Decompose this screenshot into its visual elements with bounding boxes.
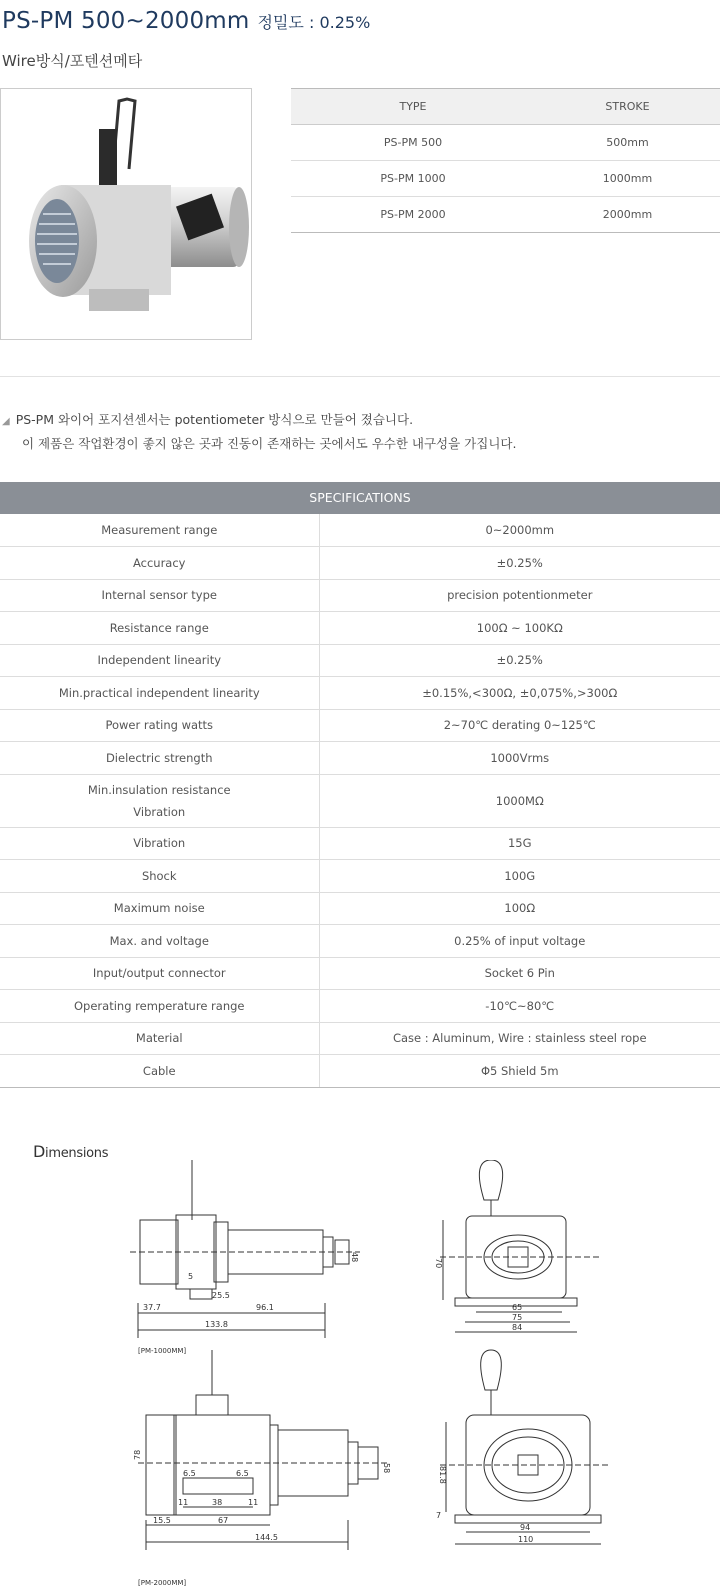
stroke-cell: 2000mm (535, 197, 720, 233)
spec-value: 2~70℃ derating 0~125℃ (319, 709, 720, 742)
spec-label: Cable (0, 1055, 319, 1088)
spec-value: 1000Vrms (319, 742, 720, 775)
spec-label: Accuracy (0, 547, 319, 580)
table-row (0, 709, 720, 742)
type-cell: PS-PM 1000 (291, 161, 535, 197)
spec-label: Max. and voltage (0, 925, 319, 958)
dimensions-heading (33, 1142, 108, 1161)
stroke-cell: 500mm (535, 125, 720, 161)
dim-label: 6.5 (236, 1469, 249, 1478)
table-row (0, 892, 720, 925)
dim-label: 6.5 (183, 1469, 196, 1478)
spec-value: precision potentionmeter (319, 579, 720, 612)
dim-label: 84 (512, 1323, 523, 1332)
dim-label: 78 (133, 1449, 142, 1460)
table-row (291, 125, 720, 161)
spec-label: Dielectric strength (0, 742, 319, 775)
bullet-icon: ◢ (2, 416, 10, 427)
dim-label: 94 (520, 1523, 531, 1532)
table-row (0, 1022, 720, 1055)
intro-text (2, 409, 516, 455)
dim-label: 37.7 (143, 1303, 161, 1312)
spec-label: Measurement range (0, 514, 319, 547)
spec-value: 0.25% of input voltage (319, 925, 720, 958)
spec-value: ±0.25% (319, 547, 720, 580)
spec-value: Φ5 Shield 5m (319, 1055, 720, 1088)
pm2000-caption: [PM-2000MM] (138, 1579, 187, 1587)
dim-label: 75 (512, 1313, 523, 1322)
dim-label: 96.1 (256, 1303, 274, 1312)
stroke-header: STROKE (535, 89, 720, 125)
spec-label: Shock (0, 860, 319, 893)
type-header: TYPE (291, 89, 535, 125)
spec-label: Vibration (0, 827, 319, 860)
table-row (0, 774, 720, 827)
spec-label: Material (0, 1022, 319, 1055)
spec-label (0, 774, 319, 827)
dimension-drawings (0, 1160, 720, 1591)
table-row (0, 579, 720, 612)
table-row (0, 677, 720, 710)
dim-label: 38 (212, 1498, 223, 1507)
spec-value: 100G (319, 860, 720, 893)
table-row (0, 1055, 720, 1088)
dim-label: 5 (188, 1272, 194, 1281)
product-photo (0, 88, 252, 340)
table-row (0, 612, 720, 645)
dimensions-rest: imensions (45, 1146, 109, 1161)
spec-label: Independent linearity (0, 644, 319, 677)
spec-label: Internal sensor type (0, 579, 319, 612)
spec-value: 100Ω ~ 100KΩ (319, 612, 720, 645)
dim-label: 81.8 (438, 1466, 447, 1484)
precision-label: 정밀도 : 0.25% (257, 13, 371, 32)
intro-line-1: PS-PM 와이어 포지션센서는 potentiometer 방식으로 만들어 졌습니다. (15, 412, 414, 427)
page-subtitle: Wire방식/포텐션메타 (2, 52, 143, 70)
dim-label: 58 (382, 1463, 391, 1474)
section-divider (0, 376, 720, 377)
type-cell: PS-PM 2000 (291, 197, 535, 233)
spec-label: Input/output connector (0, 957, 319, 990)
pm1000-side-view (130, 1160, 360, 1338)
table-row (0, 742, 720, 775)
spec-label: Min.practical independent linearity (0, 677, 319, 710)
dim-label: 7 (436, 1511, 442, 1520)
spec-label: Maximum noise (0, 892, 319, 925)
dim-label: 25.5 (212, 1291, 230, 1300)
table-row (0, 644, 720, 677)
table-row (0, 957, 720, 990)
dimensions-initial: D (33, 1142, 46, 1161)
type-cell: PS-PM 500 (291, 125, 535, 161)
stroke-cell: 1000mm (535, 161, 720, 197)
spec-value: ±0.25% (319, 644, 720, 677)
spec-label: Resistance range (0, 612, 319, 645)
spec-value: ±0.15%,<300Ω, ±0,075%,>300Ω (319, 677, 720, 710)
table-row (0, 514, 720, 547)
page-title: PS-PM 500~2000mm (2, 8, 250, 34)
spec-value: 1000MΩ (319, 774, 720, 827)
spec-value: 15G (319, 827, 720, 860)
spec-value: Socket 6 Pin (319, 957, 720, 990)
pm2000-front-view (440, 1350, 610, 1544)
dim-label: 11 (248, 1498, 259, 1507)
table-row (0, 990, 720, 1023)
spec-label: Operating remperature range (0, 990, 319, 1023)
spec-value: Case : Aluminum, Wire : stainless steel rope (319, 1022, 720, 1055)
spec-label: Power rating watts (0, 709, 319, 742)
dim-label: 65 (512, 1303, 523, 1312)
table-row (291, 197, 720, 233)
pm1000-caption: [PM-1000MM] (138, 1347, 187, 1355)
dim-label: 48 (350, 1252, 359, 1263)
dim-label: 11 (178, 1498, 189, 1507)
intro-line-2: 이 제품은 작업환경이 좋지 않은 곳과 진동이 존재하는 곳에서도 우수한 내구성을 가집니다. (22, 436, 517, 451)
title-row (2, 8, 370, 42)
table-row (0, 547, 720, 580)
table-row (0, 827, 720, 860)
spec-label-line: Vibration (133, 804, 186, 819)
dim-label: 15.5 (153, 1516, 171, 1525)
spec-label-line: Min.insulation resistance (87, 782, 231, 797)
dim-label: 67 (218, 1516, 229, 1525)
pm2000-side-view (138, 1350, 390, 1550)
dim-label: 70 (434, 1258, 443, 1269)
spec-value: 0~2000mm (319, 514, 720, 547)
specifications-heading: SPECIFICATIONS (0, 482, 720, 514)
table-row (291, 161, 720, 197)
table-row (0, 925, 720, 958)
dim-label: 110 (518, 1535, 534, 1544)
spec-table (0, 514, 720, 1088)
table-row (0, 860, 720, 893)
type-table (291, 88, 720, 233)
spec-value: 100Ω (319, 892, 720, 925)
dim-label: 144.5 (255, 1533, 278, 1542)
dim-label: 133.8 (205, 1320, 228, 1329)
spec-value: -10℃~80℃ (319, 990, 720, 1023)
